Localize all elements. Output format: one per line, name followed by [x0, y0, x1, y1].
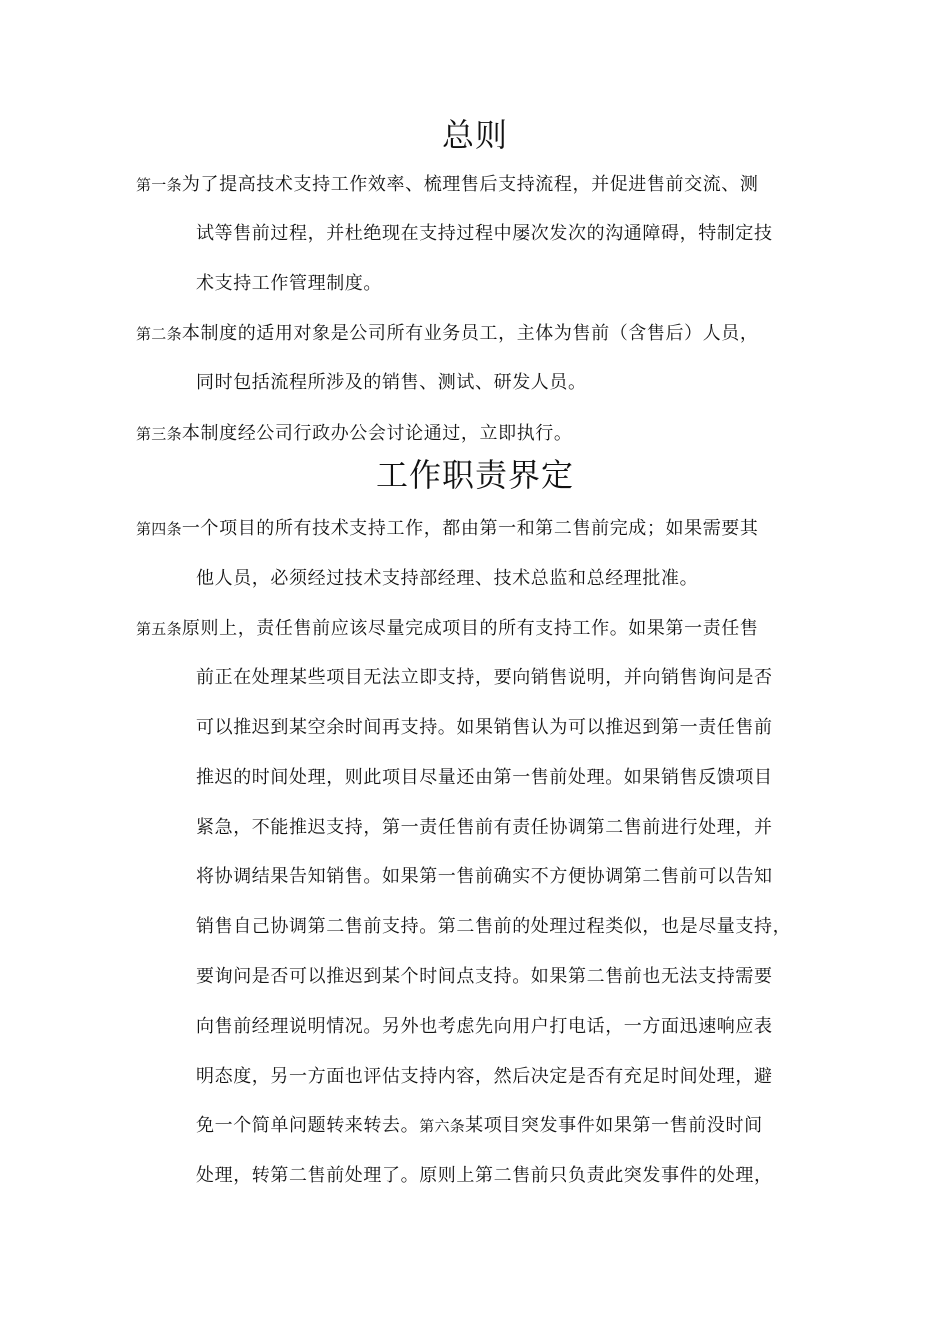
article-5-line-3: 可以推迟到某空余时间再支持。如果销售认为可以推迟到第一责任售前 [196, 717, 773, 738]
article-label: 第二条 [136, 325, 182, 343]
article-label: 第一条 [136, 176, 182, 194]
article-label: 第三条 [136, 425, 182, 443]
article-label: 第六条 [419, 1117, 466, 1135]
article-5-line-1: 第五条原则上，责任售前应该尽量完成项目的所有支持工作。如果第一责任售 [136, 618, 759, 639]
article-2-line-2: 同时包括流程所涉及的销售、测试、研发人员。 [196, 372, 587, 393]
article-1-line-1: 第一条为了提高技术支持工作效率、梳理售后支持流程，并促进售前交流、测 [136, 174, 759, 195]
article-4-line-1: 第四条一个项目的所有技术支持工作，都由第一和第二售前完成；如果需要其 [136, 518, 759, 539]
article-label: 第四条 [136, 520, 182, 538]
article-5-line-10: 明态度，另一方面也评估支持内容，然后决定是否有充足时间处理，避 [196, 1066, 773, 1087]
article-5-line-9: 向售前经理说明情况。另外也考虑先向用户打电话，一方面迅速响应表 [196, 1016, 773, 1037]
article-5-line-6: 将协调结果告知销售。如果第一售前确实不方便协调第二售前可以告知 [196, 866, 773, 887]
article-label: 第五条 [136, 620, 182, 638]
article-3-line-1: 第三条本制度经公司行政办公会讨论通过，立即执行。 [136, 423, 573, 444]
article-1-line-3: 术支持工作管理制度。 [196, 273, 382, 294]
article-6-line-2: 处理，转第二售前处理了。原则上第二售前只负责此突发事件的处理， [196, 1165, 773, 1186]
article-5-line-8: 要询问是否可以推迟到某个时间点支持。如果第二售前也无法支持需要 [196, 966, 773, 987]
article-5-line-7: 销售自己协调第二售前支持。第二售前的处理过程类似，也是尽量支持， [196, 916, 792, 937]
article-4-line-2: 他人员，必须经过技术支持部经理、技术总监和总经理批准。 [196, 568, 699, 589]
article-5-line-11: 免一个简单问题转来转去。第六条某项目突发事件如果第一售前没时间 [196, 1115, 763, 1136]
article-5-line-4: 推迟的时间处理，则此项目尽量还由第一售前处理。如果销售反馈项目 [196, 767, 773, 788]
section-heading-duties: 工作职责界定 [375, 456, 574, 494]
article-2-line-1: 第二条本制度的适用对象是公司所有业务员工，主体为售前（含售后）人员， [136, 323, 759, 344]
article-5-line-2: 前正在处理某些项目无法立即支持，要向销售说明，并向销售询问是否 [196, 667, 773, 688]
article-1-line-2: 试等售前过程，并杜绝现在支持过程中屡次发次的沟通障碍，特制定技 [196, 223, 773, 244]
section-heading-general: 总则 [441, 116, 508, 154]
article-5-line-5: 紧急，不能推迟支持，第一责任售前有责任协调第二售前进行处理，并 [196, 817, 773, 838]
